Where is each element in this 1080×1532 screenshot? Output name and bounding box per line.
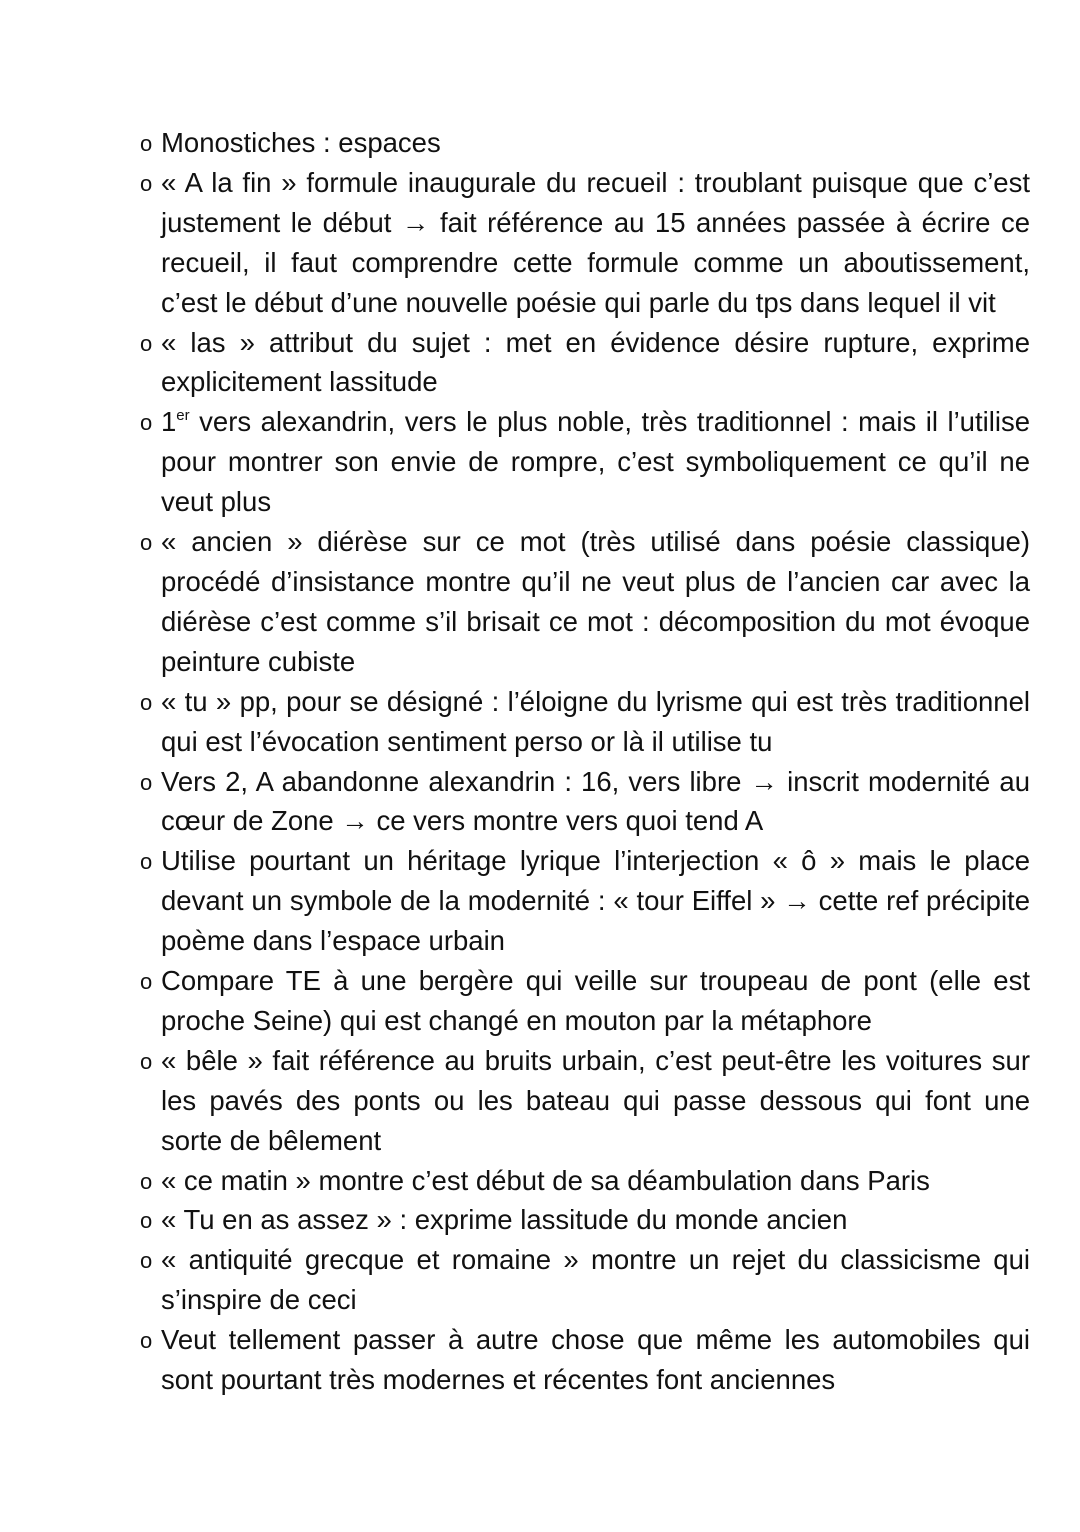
list-item-text: « Tu en as assez » : exprime lassitude du monde ancien: [161, 1204, 848, 1236]
bullet-icon: o: [140, 849, 153, 875]
list-item: [140, 841, 1030, 961]
bullet-icon: o: [140, 410, 153, 436]
bullet-icon: o: [140, 131, 153, 156]
list-item-text: « las » attribut du sujet : met en évidence désire rupture, exprime explicitement lassitude: [161, 326, 1030, 398]
list-item-text: Vers 2, A abandonne alexandrin : 16, vers libre → inscrit modernité au cœur de Zone → ce vers montre vers quoi tend A: [161, 765, 1030, 837]
bullet-icon: o: [140, 1168, 153, 1194]
bullet-icon: o: [140, 1208, 153, 1234]
list-item: [140, 522, 1030, 682]
notes-list: [140, 123, 1030, 1400]
bullet-icon: o: [140, 330, 153, 356]
list-item-text: Monostiches : espaces: [161, 127, 441, 158]
list-item: [140, 1240, 1030, 1320]
list-item-text: « A la fin » formule inaugurale du recueil : troublant puisque que c’est justement le début → fait référence au 15 années passée à écrire ce recueil, il faut comprendre cette formule comme un aboutissement, c’est le début d’une nouvelle poésie qui parle du tps dans lequel il vit: [161, 166, 1030, 318]
list-item: [140, 1320, 1030, 1400]
list-item: [140, 323, 1030, 403]
bullet-icon: o: [140, 1048, 153, 1074]
bullet-icon: o: [140, 769, 153, 795]
list-item-text: Compare TE à une bergère qui veille sur troupeau de pont (elle est proche Seine) qui est changé en mouton par la métaphore: [161, 965, 1030, 1036]
list-item: [140, 1161, 1030, 1201]
list-item: [140, 1200, 1030, 1240]
list-item-text: « ce matin » montre c’est début de sa déambulation dans Paris: [161, 1164, 930, 1196]
list-item: [140, 163, 1030, 323]
list-item: [140, 402, 1030, 522]
list-item: [140, 961, 1030, 1041]
list-item-text: Utilise pourtant un héritage lyrique l’interjection « ô » mais le place devant un symbole de la modernité : « tour Eiffel » → cette ref précipite poème dans l’espace urbain: [161, 845, 1030, 957]
list-item: [140, 1041, 1030, 1161]
bullet-icon: o: [140, 530, 153, 556]
list-item: [140, 682, 1030, 762]
list-item-text: « ancien » diérèse sur ce mot (très utilisé dans poésie classique) procédé d’insistance montre qu’il ne veut plus de l’ancien car avec la diérèse c’est comme s’il brisait ce mot : décomposition du mot évoque peinture cubiste: [161, 526, 1030, 677]
bullet-icon: o: [140, 170, 153, 196]
bullet-icon: o: [140, 1328, 153, 1354]
list-item-text: « tu » pp, pour se désigné : l’éloigne du lyrisme qui est très traditionnel qui est l’évocation sentiment perso or là il utilise tu: [161, 685, 1030, 757]
list-item-superscript: er: [176, 407, 190, 425]
list-item-text: Veut tellement passer à autre chose que même les automobiles qui sont pourtant très modernes et récentes font anciennes: [161, 1324, 1030, 1396]
bullet-icon: o: [140, 969, 153, 995]
list-item-text: « antiquité grecque et romaine » montre un rejet du classicisme qui s’inspire de ceci: [161, 1244, 1030, 1316]
list-item-text: « bêle » fait référence au bruits urbain, c’est peut-être les voitures sur les pavés des ponts ou les bateau qui passe dessous qui font une sorte de bêlement: [161, 1044, 1030, 1156]
list-item: [140, 123, 1030, 163]
list-item-text: vers alexandrin, vers le plus noble, très traditionnel : mais il l’utilise pour montrer son envie de rompre, c’est symboliquement ce qu’il ne veut plus: [161, 406, 1030, 518]
bullet-icon: o: [140, 1248, 153, 1274]
list-item: [140, 762, 1030, 842]
bullet-icon: o: [140, 689, 153, 715]
list-item-ordinal: 1: [161, 406, 177, 438]
